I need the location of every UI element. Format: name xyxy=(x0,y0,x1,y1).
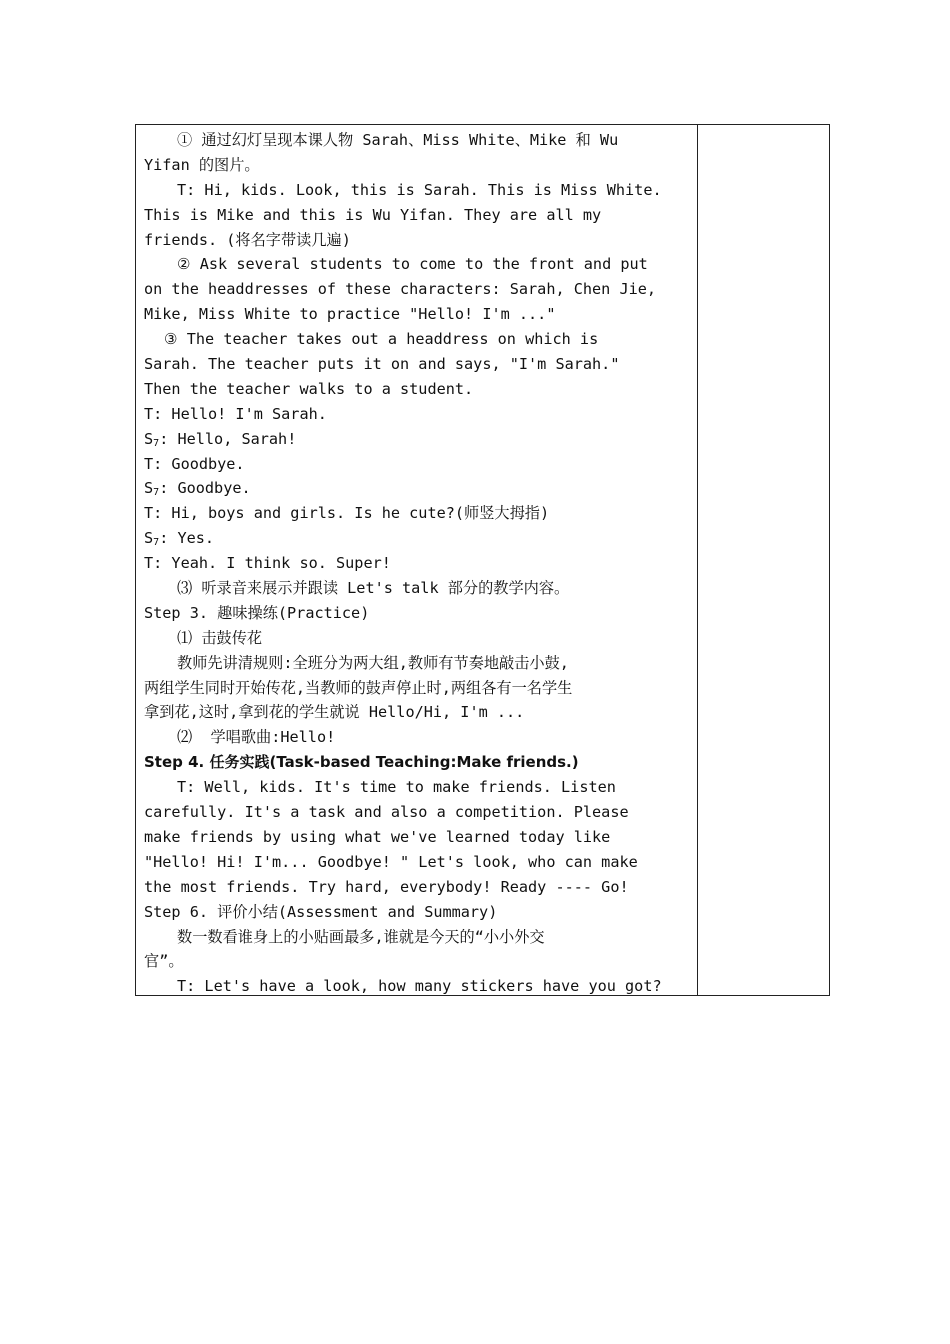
text-line: T: Hi, kids. Look, this is Sarah. This is Miss White. xyxy=(177,180,662,199)
text-line: Step 4. 任务实践(Task-based Teaching:Make friends.) xyxy=(144,753,579,772)
text-line: friends. (将名字带读几遍) xyxy=(144,230,351,249)
text-line: T: Yeah. I think so. Super! xyxy=(144,554,391,573)
text-line: on the headdresses of these characters: Sarah, Chen Jie, xyxy=(144,280,657,299)
text-line: the most friends. Try hard, everybody! Ready ---- Go! xyxy=(144,877,629,896)
text-line: 官”。 xyxy=(144,952,184,971)
text-line: ⑵ 学唱歌曲:Hello! xyxy=(177,728,336,747)
text-line: Step 3. 趣味操练(Practice) xyxy=(144,603,370,622)
text-line: $S_7$: Hello, Sarah! xyxy=(144,429,297,449)
text-line: T: Hi, boys and girls. Is he cute?(师竖大拇指) xyxy=(144,504,550,523)
text-line: $S_7$: Goodbye. xyxy=(144,479,251,499)
text-line: Mike, Miss White to practice "Hello! I'm ..." xyxy=(144,305,556,324)
text-line: This is Mike and this is Wu Yifan. They are all my xyxy=(144,205,602,224)
text-line: T: Well, kids. It's time to make friends. Listen xyxy=(177,778,616,797)
text-line: ⑴ 击鼓传花 xyxy=(177,628,263,647)
text-line: T: Hello! I'm Sarah. xyxy=(144,404,327,423)
text-line: 拿到花,这时,拿到花的学生就说 Hello/Hi, I'm ... xyxy=(144,703,525,722)
text-line: T: Let's have a look, how many stickers have you got? xyxy=(177,977,662,995)
text-line: ② Ask several students to come to the front and put xyxy=(177,255,648,274)
text-line: Yifan 的图片。 xyxy=(144,155,260,174)
lesson-content-cell xyxy=(136,125,698,995)
text-line: carefully. It's a task and also a competition. Please xyxy=(144,803,629,822)
notes-cell xyxy=(698,125,829,995)
lesson-table xyxy=(135,124,830,996)
text-line: Then the teacher walks to a student. xyxy=(144,379,474,398)
text-line: ① 通过幻灯呈现本课人物 Sarah、Miss White、Mike 和 Wu xyxy=(177,131,619,149)
text-line: 教师先讲清规则:全班分为两大组,教师有节奏地敲击小鼓, xyxy=(177,653,569,672)
text-line: ③ The teacher takes out a headdress on which is xyxy=(164,330,599,349)
text-line: 数一数看谁身上的小贴画最多,谁就是今天的“小小外交 xyxy=(177,927,545,946)
text-line: ⑶ 听录音来展示并跟读 Let's talk 部分的教学内容。 xyxy=(177,579,570,598)
text-line: T: Goodbye. xyxy=(144,454,245,473)
text-line: make friends by using what we've learned today like xyxy=(144,827,611,846)
text-line: $S_7$: Yes. xyxy=(144,529,215,549)
text-line: 两组学生同时开始传花,当教师的鼓声停止时,两组各有一名学生 xyxy=(144,678,573,697)
text-line: "Hello! Hi! I'm... Goodbye! " Let's look, who can make xyxy=(144,852,638,871)
text-line: Sarah. The teacher puts it on and says, "I'm Sarah." xyxy=(144,355,620,374)
text-line: Step 6. 评价小结(Assessment and Summary) xyxy=(144,902,498,921)
